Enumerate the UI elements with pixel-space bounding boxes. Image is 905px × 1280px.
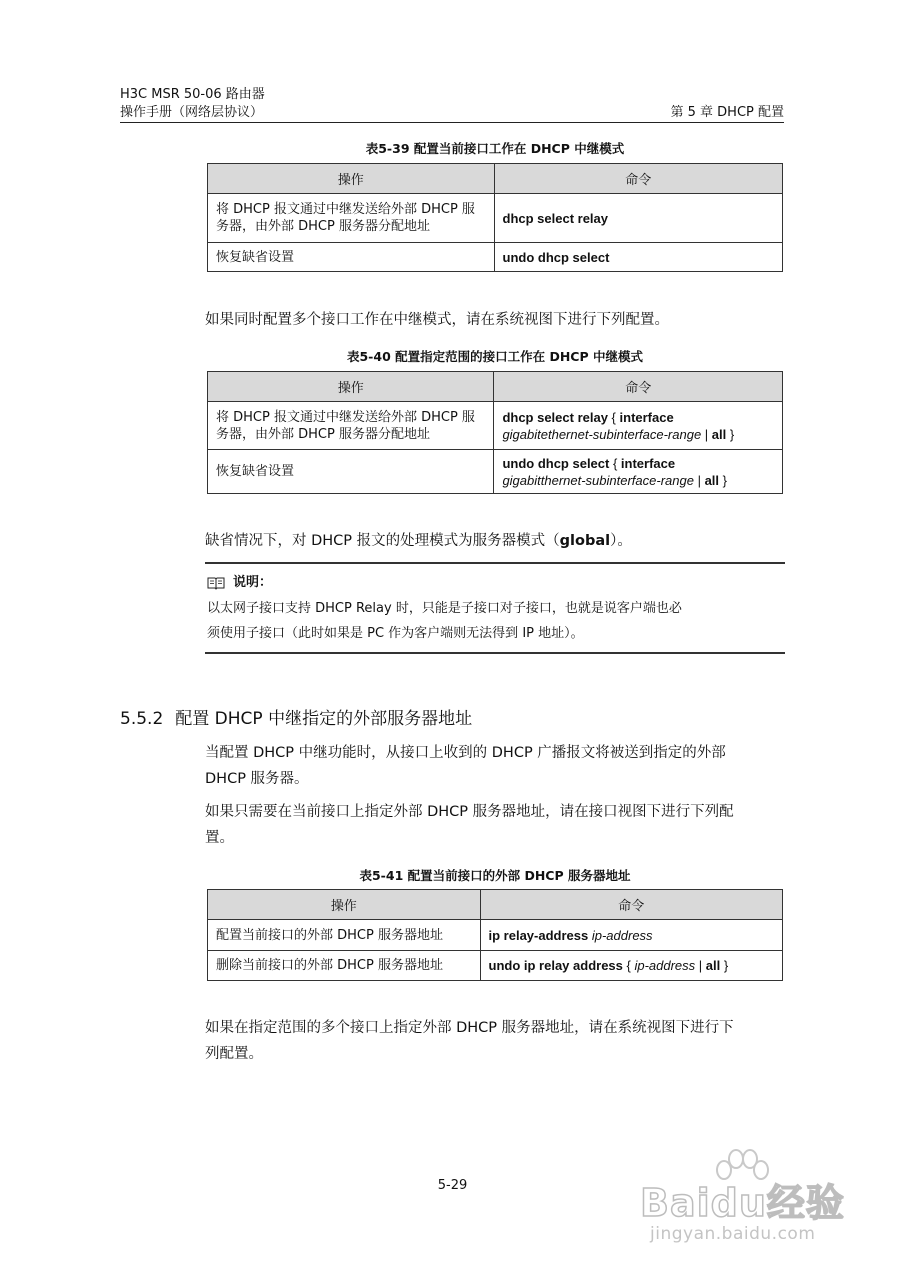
table2-col-cmd: 命令 — [494, 372, 783, 402]
note-top-rule — [205, 562, 785, 564]
table-header-row — [208, 890, 783, 920]
paragraph-line: 如果在指定范围的多个接口上指定外部 DHCP 服务器地址，请在系统视图下进行下 — [205, 1020, 734, 1036]
table2-row1-op: 将 DHCP 报文通过中继发送给外部 DHCP 服务器，由外部 DHCP 服务器分配地址 — [208, 402, 494, 450]
header-product: H3C MSR 50-06 路由器 — [120, 87, 265, 102]
cmd-keyword: all — [711, 426, 727, 442]
table2-row1-cmd — [494, 402, 783, 450]
watermark-logo — [640, 1146, 860, 1256]
note-title: 说明： — [233, 575, 273, 590]
table3-col-op: 操作 — [208, 890, 481, 920]
table-header-row — [208, 372, 783, 402]
table1-caption: 表5-39 配置当前接口工作在 DHCP 中继模式 — [365, 141, 625, 156]
section-title: 配置 DHCP 中继指定的外部服务器地址 — [175, 709, 473, 729]
watermark-url: jingyan.baidu.com — [650, 1224, 816, 1244]
cmd-argument: ip-address — [591, 927, 653, 943]
text: 缺省情况下，对 DHCP 报文的处理模式为服务器模式（ — [205, 533, 560, 549]
table3-row1-op: 配置当前接口的外部 DHCP 服务器地址 — [208, 920, 481, 951]
header-manual: 操作手册（网络层协议） — [120, 105, 264, 120]
table2-caption: 表5-40 配置指定范围的接口工作在 DHCP 中继模式 — [346, 349, 643, 364]
book-icon — [207, 576, 225, 590]
table3 — [207, 889, 783, 981]
table3-row1-cmd — [480, 920, 782, 951]
cmd-keyword: undo dhcp select — [502, 455, 610, 471]
paragraph-line: 列配置。 — [205, 1046, 263, 1062]
table-row — [208, 402, 783, 450]
brace-close: } — [726, 426, 735, 442]
cmd-keyword: undo ip relay address — [488, 958, 623, 973]
table3-row2-op: 删除当前接口的外部 DHCP 服务器地址 — [208, 951, 481, 981]
section-heading — [120, 704, 472, 729]
cmd-keyword: ip relay-address — [488, 927, 589, 943]
note-heading — [207, 570, 272, 595]
table1 — [207, 163, 783, 272]
table2-row2-op: 恢复缺省设置 — [208, 450, 494, 494]
table1-row2-op: 恢复缺省设置 — [208, 243, 495, 272]
watermark-brand: Baidu经验 — [640, 1181, 845, 1225]
paragraph-line: 当配置 DHCP 中继功能时，从接口上收到的 DHCP 广播报文将被送到指定的外部 — [205, 745, 726, 761]
paragraph-line: 置。 — [205, 830, 234, 846]
keyword: global — [559, 533, 611, 549]
paragraph — [205, 528, 632, 555]
table-row — [208, 243, 783, 272]
table-row — [208, 920, 783, 951]
note-line: 以太网子接口支持 DHCP Relay 时，只能是子接口对子接口，也就是说客户端也必 — [207, 601, 682, 616]
paragraph-line: DHCP 服务器。 — [205, 771, 309, 787]
table-header-row — [208, 164, 783, 194]
table1-col-cmd: 命令 — [494, 164, 783, 194]
cmd-keyword: interface — [620, 455, 676, 471]
separator: | — [695, 958, 706, 973]
table2-col-op: 操作 — [208, 372, 494, 402]
separator: | — [701, 426, 712, 442]
table2-row2-cmd — [494, 450, 783, 494]
note-line: 须使用子接口（此时如果是 PC 作为客户端则无法得到 IP 地址）。 — [207, 626, 584, 641]
cmd-argument: gigabitethernet-subinterface-range — [502, 426, 702, 442]
table-row — [208, 450, 783, 494]
brace-open: { — [607, 409, 620, 425]
table3-caption: 表5-41 配置当前接口的外部 DHCP 服务器地址 — [359, 868, 631, 883]
table1-row1-cmd: dhcp select relay — [494, 194, 783, 243]
table1-row2-cmd: undo dhcp select — [494, 243, 783, 272]
table3-row2-cmd — [480, 951, 782, 981]
table3-col-cmd: 命令 — [480, 890, 782, 920]
header-rule — [120, 122, 784, 123]
table-row — [208, 194, 783, 243]
brace-open: { — [622, 958, 635, 973]
cmd-argument: gigabitthernet-subinterface-range — [502, 472, 694, 488]
cmd-keyword: dhcp select relay — [502, 409, 608, 425]
brace-open: { — [609, 455, 621, 471]
header-chapter: 第 5 章 DHCP 配置 — [670, 105, 784, 120]
page-number: 5-29 — [437, 1178, 468, 1193]
text: ）。 — [610, 533, 632, 549]
table2 — [207, 371, 783, 494]
brace-close: } — [719, 472, 727, 488]
cmd-argument: ip-address — [634, 958, 696, 973]
note-bottom-rule — [205, 652, 785, 654]
section-number: 5.5.2 — [120, 709, 164, 729]
brace-close: } — [720, 958, 729, 973]
table1-col-op: 操作 — [208, 164, 495, 194]
table1-row1-op: 将 DHCP 报文通过中继发送给外部 DHCP 服务器，由外部 DHCP 服务器分配地址 — [208, 194, 495, 243]
paragraph-line: 如果只需要在当前接口上指定外部 DHCP 服务器地址，请在接口视图下进行下列配 — [205, 804, 734, 820]
separator: | — [693, 472, 705, 488]
table-row — [208, 951, 783, 981]
paragraph: 如果同时配置多个接口工作在中继模式，请在系统视图下进行下列配置。 — [205, 312, 669, 328]
cmd-keyword: all — [704, 472, 720, 488]
cmd-keyword: interface — [619, 409, 674, 425]
cmd-keyword: all — [705, 958, 721, 973]
